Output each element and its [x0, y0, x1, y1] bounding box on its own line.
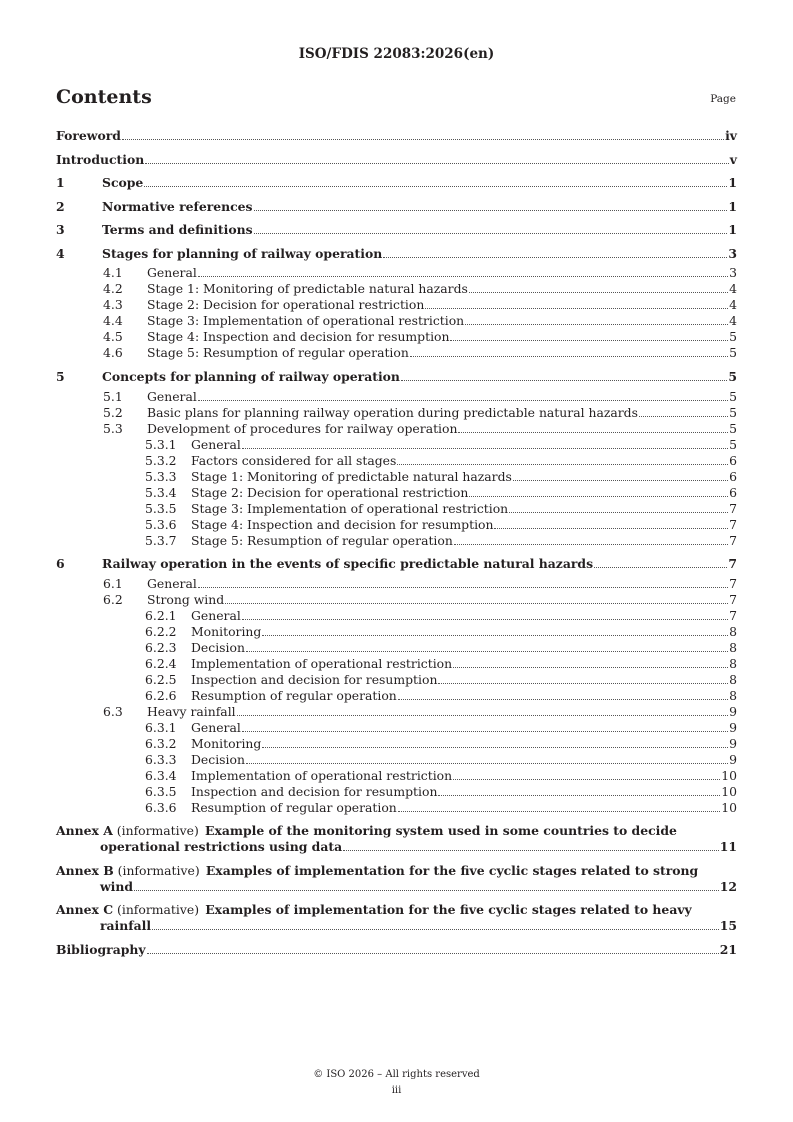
annex-page: 15: [719, 918, 737, 934]
toc-entry[interactable]: [56, 533, 737, 549]
dot-leader: [122, 138, 724, 140]
toc-entry[interactable]: [56, 453, 737, 469]
annex-label: Annex A: [56, 823, 113, 839]
toc-entry-page: 7: [729, 532, 737, 548]
dot-leader: [398, 810, 720, 812]
dot-leader: [465, 323, 728, 325]
toc-entry-title: Introduction: [56, 151, 145, 167]
annex-title: Examples of implementation for the five cyclic stages related to heavy: [205, 902, 692, 918]
toc-entry-title: General: [191, 719, 241, 735]
toc-entry-number: 1: [56, 175, 65, 191]
dot-leader: [242, 618, 728, 620]
toc-entry-number: 5.3.7: [145, 532, 177, 548]
dot-leader: [237, 714, 728, 716]
toc-entry-number: 6.2.1: [145, 607, 177, 623]
toc-entry-page: 10: [721, 767, 737, 783]
toc-entry[interactable]: [56, 199, 737, 215]
document-id: ISO/FDIS 22083:2026(en): [298, 46, 495, 62]
toc-entry-page: 7: [729, 516, 737, 532]
annex-entry-line1: [56, 902, 737, 918]
dot-leader: [262, 634, 728, 636]
toc-entry-title: Inspection and decision for resumption: [191, 671, 438, 687]
dot-leader: [246, 650, 728, 652]
toc-entry[interactable]: [56, 608, 737, 624]
toc-entry-page: 5: [729, 345, 737, 361]
contents-title: Contents: [56, 86, 152, 108]
toc-entry-number: 6.3.4: [145, 767, 177, 783]
toc-entry-number: 6.3.5: [145, 783, 177, 799]
toc-entry-page: 5: [729, 420, 737, 436]
toc-entry-title: Stage 1: Monitoring of predictable natural hazards: [191, 468, 512, 484]
dot-leader: [246, 762, 728, 764]
dot-leader: [494, 527, 728, 529]
toc-entry-number: 6.2.5: [145, 671, 177, 687]
dot-leader: [145, 162, 729, 164]
dot-leader: [453, 778, 720, 780]
toc-entry-title: Railway operation in the events of specific predictable natural hazards: [102, 556, 594, 572]
annex-page: 12: [719, 878, 737, 894]
dot-leader: [401, 379, 727, 381]
annex-entry-line2: [56, 839, 737, 855]
dot-leader: [438, 682, 728, 684]
toc-entry[interactable]: [56, 469, 737, 485]
toc-entry-title: Implementation of operational restriction: [191, 655, 453, 671]
toc-entry-number: 4.2: [103, 281, 123, 297]
annex-entry[interactable]: [56, 863, 737, 895]
toc-entry[interactable]: [56, 485, 737, 501]
dot-leader: [134, 889, 719, 891]
toc-entry-number: 4.6: [103, 345, 123, 361]
toc-entry-title: Foreword: [56, 128, 121, 143]
toc-entry-number: 6.2: [103, 591, 123, 607]
toc-entry-title: Terms and definitions: [102, 222, 253, 238]
annex-entry-line1: [56, 823, 737, 839]
toc-entry[interactable]: [56, 704, 737, 720]
toc-entry-title: Strong wind: [147, 591, 225, 607]
toc-entry-page: 7: [728, 556, 737, 572]
dot-leader: [469, 291, 728, 293]
toc-entry-page: 1: [728, 198, 737, 214]
toc-entry-title: Stage 2: Decision for operational restriction: [147, 297, 425, 313]
toc-entry-number: 6.3.2: [145, 735, 177, 751]
toc-entry-title: General: [191, 607, 241, 623]
table-of-contents: [56, 128, 737, 966]
toc-entry-title: Normative references: [102, 198, 253, 214]
dot-leader: [242, 447, 728, 449]
dot-leader: [453, 666, 728, 668]
toc-entry-page: 5: [729, 388, 737, 404]
toc-entry[interactable]: [56, 592, 737, 608]
toc-entry-title: Decision: [191, 639, 245, 655]
toc-entry-title: Stage 3: Implementation of operational restriction: [191, 500, 509, 516]
toc-entry-page: 7: [729, 591, 737, 607]
toc-entry-title: Stage 4: Inspection and decision for resumption: [191, 516, 494, 532]
dot-leader: [198, 275, 728, 277]
toc-entry-title: Concepts for planning of railway operation: [102, 369, 400, 385]
toc-entry[interactable]: [56, 501, 737, 517]
bibliography-entry[interactable]: [56, 942, 737, 958]
toc-entry-title: Development of procedures for railway operation: [147, 420, 458, 436]
toc-entry-title: Factors considered for all stages: [191, 452, 397, 468]
dot-leader: [450, 339, 728, 341]
toc-entry-page: 5: [729, 436, 737, 452]
dot-leader: [343, 849, 719, 851]
bibliography-title: Bibliography: [56, 942, 146, 958]
toc-entry-title: Implementation of operational restriction: [191, 767, 453, 783]
toc-entry[interactable]: [56, 389, 737, 405]
toc-entry-number: 6.3: [103, 703, 123, 719]
toc-entry[interactable]: [56, 576, 737, 592]
dot-leader: [144, 185, 727, 187]
toc-entry-title: Stage 2: Decision for operational restriction: [191, 484, 469, 500]
toc-entry[interactable]: [56, 128, 737, 144]
toc-entry-page: 1: [728, 175, 737, 191]
toc-entry-number: 3: [56, 222, 65, 238]
annex-label: Annex C: [56, 902, 114, 918]
dot-leader: [262, 746, 728, 748]
toc-entry[interactable]: [56, 752, 737, 768]
dot-leader: [438, 794, 720, 796]
toc-entry-number: 5.3: [103, 420, 123, 436]
toc-entry-page: 7: [729, 500, 737, 516]
toc-entry-number: 5.3.4: [145, 484, 177, 500]
toc-entry[interactable]: [56, 768, 737, 784]
toc-entry[interactable]: [56, 800, 737, 816]
dot-leader: [254, 209, 728, 211]
dot-leader: [398, 698, 728, 700]
toc-entry-title: Stages for planning of railway operation: [102, 245, 383, 261]
toc-entry-page: 3: [728, 245, 737, 261]
dot-leader: [152, 928, 719, 930]
dot-leader: [458, 431, 728, 433]
copyright-notice: © ISO 2026 – All rights reserved: [313, 1069, 480, 1080]
toc-entry-page: 10: [721, 783, 737, 799]
toc-entry-page: 8: [729, 639, 737, 655]
toc-entry[interactable]: [56, 656, 737, 672]
annex-entry[interactable]: [56, 823, 737, 855]
annex-entry-line1: [56, 863, 737, 879]
toc-entry[interactable]: [56, 517, 737, 533]
dot-leader: [242, 730, 728, 732]
toc-entry-page: 6: [729, 484, 737, 500]
toc-entry-number: 5.1: [103, 388, 123, 404]
annex-informative: (informative): [117, 902, 200, 918]
toc-entry-title: Stage 5: Resumption of regular operation: [191, 532, 453, 548]
dot-leader: [410, 355, 728, 357]
dot-leader: [225, 602, 728, 604]
toc-entry-title: General: [191, 436, 241, 452]
annex-title-continued: wind: [100, 878, 134, 894]
toc-entry-title: Stage 1: Monitoring of predictable natural hazards: [147, 281, 468, 297]
toc-entry-page: 1: [728, 222, 737, 238]
toc-entry-page: 9: [729, 703, 737, 719]
toc-entry-title: Stage 4: Inspection and decision for resumption: [147, 329, 450, 345]
toc-entry-page: 7: [729, 607, 737, 623]
toc-entry-title: Stage 3: Implementation of operational restriction: [147, 313, 465, 329]
toc-entry-number: 6.3.1: [145, 719, 177, 735]
toc-entry-page: 9: [729, 751, 737, 767]
toc-entry-number: 6.2.2: [145, 623, 177, 639]
dot-leader: [397, 463, 728, 465]
toc-entry-title: Stage 5: Resumption of regular operation: [147, 345, 409, 361]
dot-leader: [509, 511, 728, 513]
toc-entry-number: 5.3.2: [145, 452, 177, 468]
toc-entry-title: General: [147, 575, 197, 591]
toc-entry-title: Resumption of regular operation: [191, 799, 397, 815]
toc-entry-number: 6.1: [103, 575, 123, 591]
page-footer: [0, 1067, 793, 1099]
dot-leader: [383, 256, 727, 258]
toc-entry[interactable]: [56, 736, 737, 752]
dot-leader: [254, 232, 728, 234]
toc-entry[interactable]: [56, 265, 737, 281]
toc-entry[interactable]: [56, 688, 737, 704]
dot-leader: [198, 399, 728, 401]
toc-entry-number: 4.3: [103, 297, 123, 313]
toc-entry-number: 2: [56, 198, 65, 214]
annex-title-continued: rainfall: [100, 918, 152, 934]
toc-entry-page: 8: [729, 623, 737, 639]
toc-entry-page: 6: [729, 452, 737, 468]
toc-entry-number: 5.3.3: [145, 468, 177, 484]
toc-entry-page: 10: [721, 799, 737, 815]
toc-entry-title: Decision: [191, 751, 245, 767]
toc-entry[interactable]: [56, 152, 737, 168]
dot-leader: [469, 495, 728, 497]
toc-entry-title: Monitoring: [191, 623, 262, 639]
toc-entry[interactable]: [56, 246, 737, 262]
toc-entry[interactable]: [56, 421, 737, 437]
annex-informative: (informative): [116, 823, 199, 839]
toc-entry-number: 5: [56, 369, 65, 385]
dot-leader: [513, 479, 728, 481]
toc-entry-number: 6: [56, 556, 65, 572]
annex-page: 11: [719, 839, 737, 855]
toc-entry-page: 9: [729, 719, 737, 735]
toc-entry-number: 6.2.3: [145, 639, 177, 655]
toc-entry-title: General: [147, 388, 197, 404]
toc-entry-number: 4.1: [103, 265, 123, 281]
toc-entry-number: 5.3.6: [145, 516, 177, 532]
toc-entry-title: Monitoring: [191, 735, 262, 751]
toc-entry-title: Inspection and decision for resumption: [191, 783, 438, 799]
toc-entry-page: 8: [729, 687, 737, 703]
annex-informative: (informative): [117, 862, 200, 878]
page-number: iii: [391, 1085, 402, 1096]
dot-leader: [639, 415, 728, 417]
toc-entry-number: 6.3.6: [145, 799, 177, 815]
toc-entry[interactable]: [56, 369, 737, 385]
annex-entry[interactable]: [56, 902, 737, 934]
toc-entry-page: 9: [729, 735, 737, 751]
toc-entry[interactable]: [56, 624, 737, 640]
toc-entry-page: 8: [729, 671, 737, 687]
toc-entry-page: 7: [729, 575, 737, 591]
toc-entry[interactable]: [56, 329, 737, 345]
toc-entry-page: 5: [729, 404, 737, 420]
toc-entry[interactable]: [56, 281, 737, 297]
toc-entry-page: v: [729, 151, 737, 167]
toc-entry-title: General: [147, 265, 197, 281]
dot-leader: [594, 566, 727, 568]
page-column-label: Page: [710, 93, 736, 105]
toc-entry[interactable]: [56, 556, 737, 572]
toc-entry[interactable]: [56, 784, 737, 800]
annex-label: Annex B: [56, 862, 114, 878]
bibliography-page: 21: [719, 942, 737, 958]
toc-entry-page: 5: [729, 329, 737, 345]
annex-title-continued: operational restrictions using data: [100, 839, 343, 855]
toc-entry[interactable]: [56, 175, 737, 191]
dot-leader: [454, 543, 728, 545]
toc-entry-number: 5.3.1: [145, 436, 177, 452]
annex-entry-line2: [56, 918, 737, 934]
toc-entry-title: Heavy rainfall: [147, 703, 236, 719]
toc-entry-title: Resumption of regular operation: [191, 687, 397, 703]
toc-entry-number: 5.2: [103, 404, 123, 420]
toc-entry[interactable]: [56, 222, 737, 238]
annex-title: Example of the monitoring system used in some countries to decide: [205, 823, 677, 839]
toc-entry-number: 6.3.3: [145, 751, 177, 767]
toc-entry-page: iv: [725, 128, 737, 143]
toc-entry-number: 4.4: [103, 313, 123, 329]
toc-entry[interactable]: [56, 672, 737, 688]
toc-entry-number: 5.3.5: [145, 500, 177, 516]
toc-entry[interactable]: [56, 640, 737, 656]
toc-entry[interactable]: [56, 297, 737, 313]
toc-entry-number: 6.2.4: [145, 655, 177, 671]
toc-entry[interactable]: [56, 405, 737, 421]
dot-leader: [147, 952, 719, 954]
toc-entry-number: 4: [56, 245, 65, 261]
toc-entry-page: 4: [729, 281, 737, 297]
toc-entry[interactable]: [56, 345, 737, 361]
annex-entry-line2: [56, 879, 737, 895]
toc-entry[interactable]: [56, 313, 737, 329]
toc-entry-page: 3: [729, 265, 737, 281]
toc-entry-page: 6: [729, 468, 737, 484]
dot-leader: [425, 307, 728, 309]
toc-entry[interactable]: [56, 720, 737, 736]
toc-entry-number: 4.5: [103, 329, 123, 345]
toc-entry-title: Scope: [102, 175, 144, 191]
toc-entry-page: 5: [728, 369, 737, 385]
toc-entry-page: 4: [729, 313, 737, 329]
toc-entry-number: 6.2.6: [145, 687, 177, 703]
toc-entry-title: Basic plans for planning railway operation during predictable natural hazards: [147, 404, 638, 420]
toc-entry[interactable]: [56, 437, 737, 453]
dot-leader: [198, 586, 728, 588]
toc-entry-page: 4: [729, 297, 737, 313]
annex-title: Examples of implementation for the five cyclic stages related to strong: [205, 862, 699, 878]
toc-entry-page: 8: [729, 655, 737, 671]
